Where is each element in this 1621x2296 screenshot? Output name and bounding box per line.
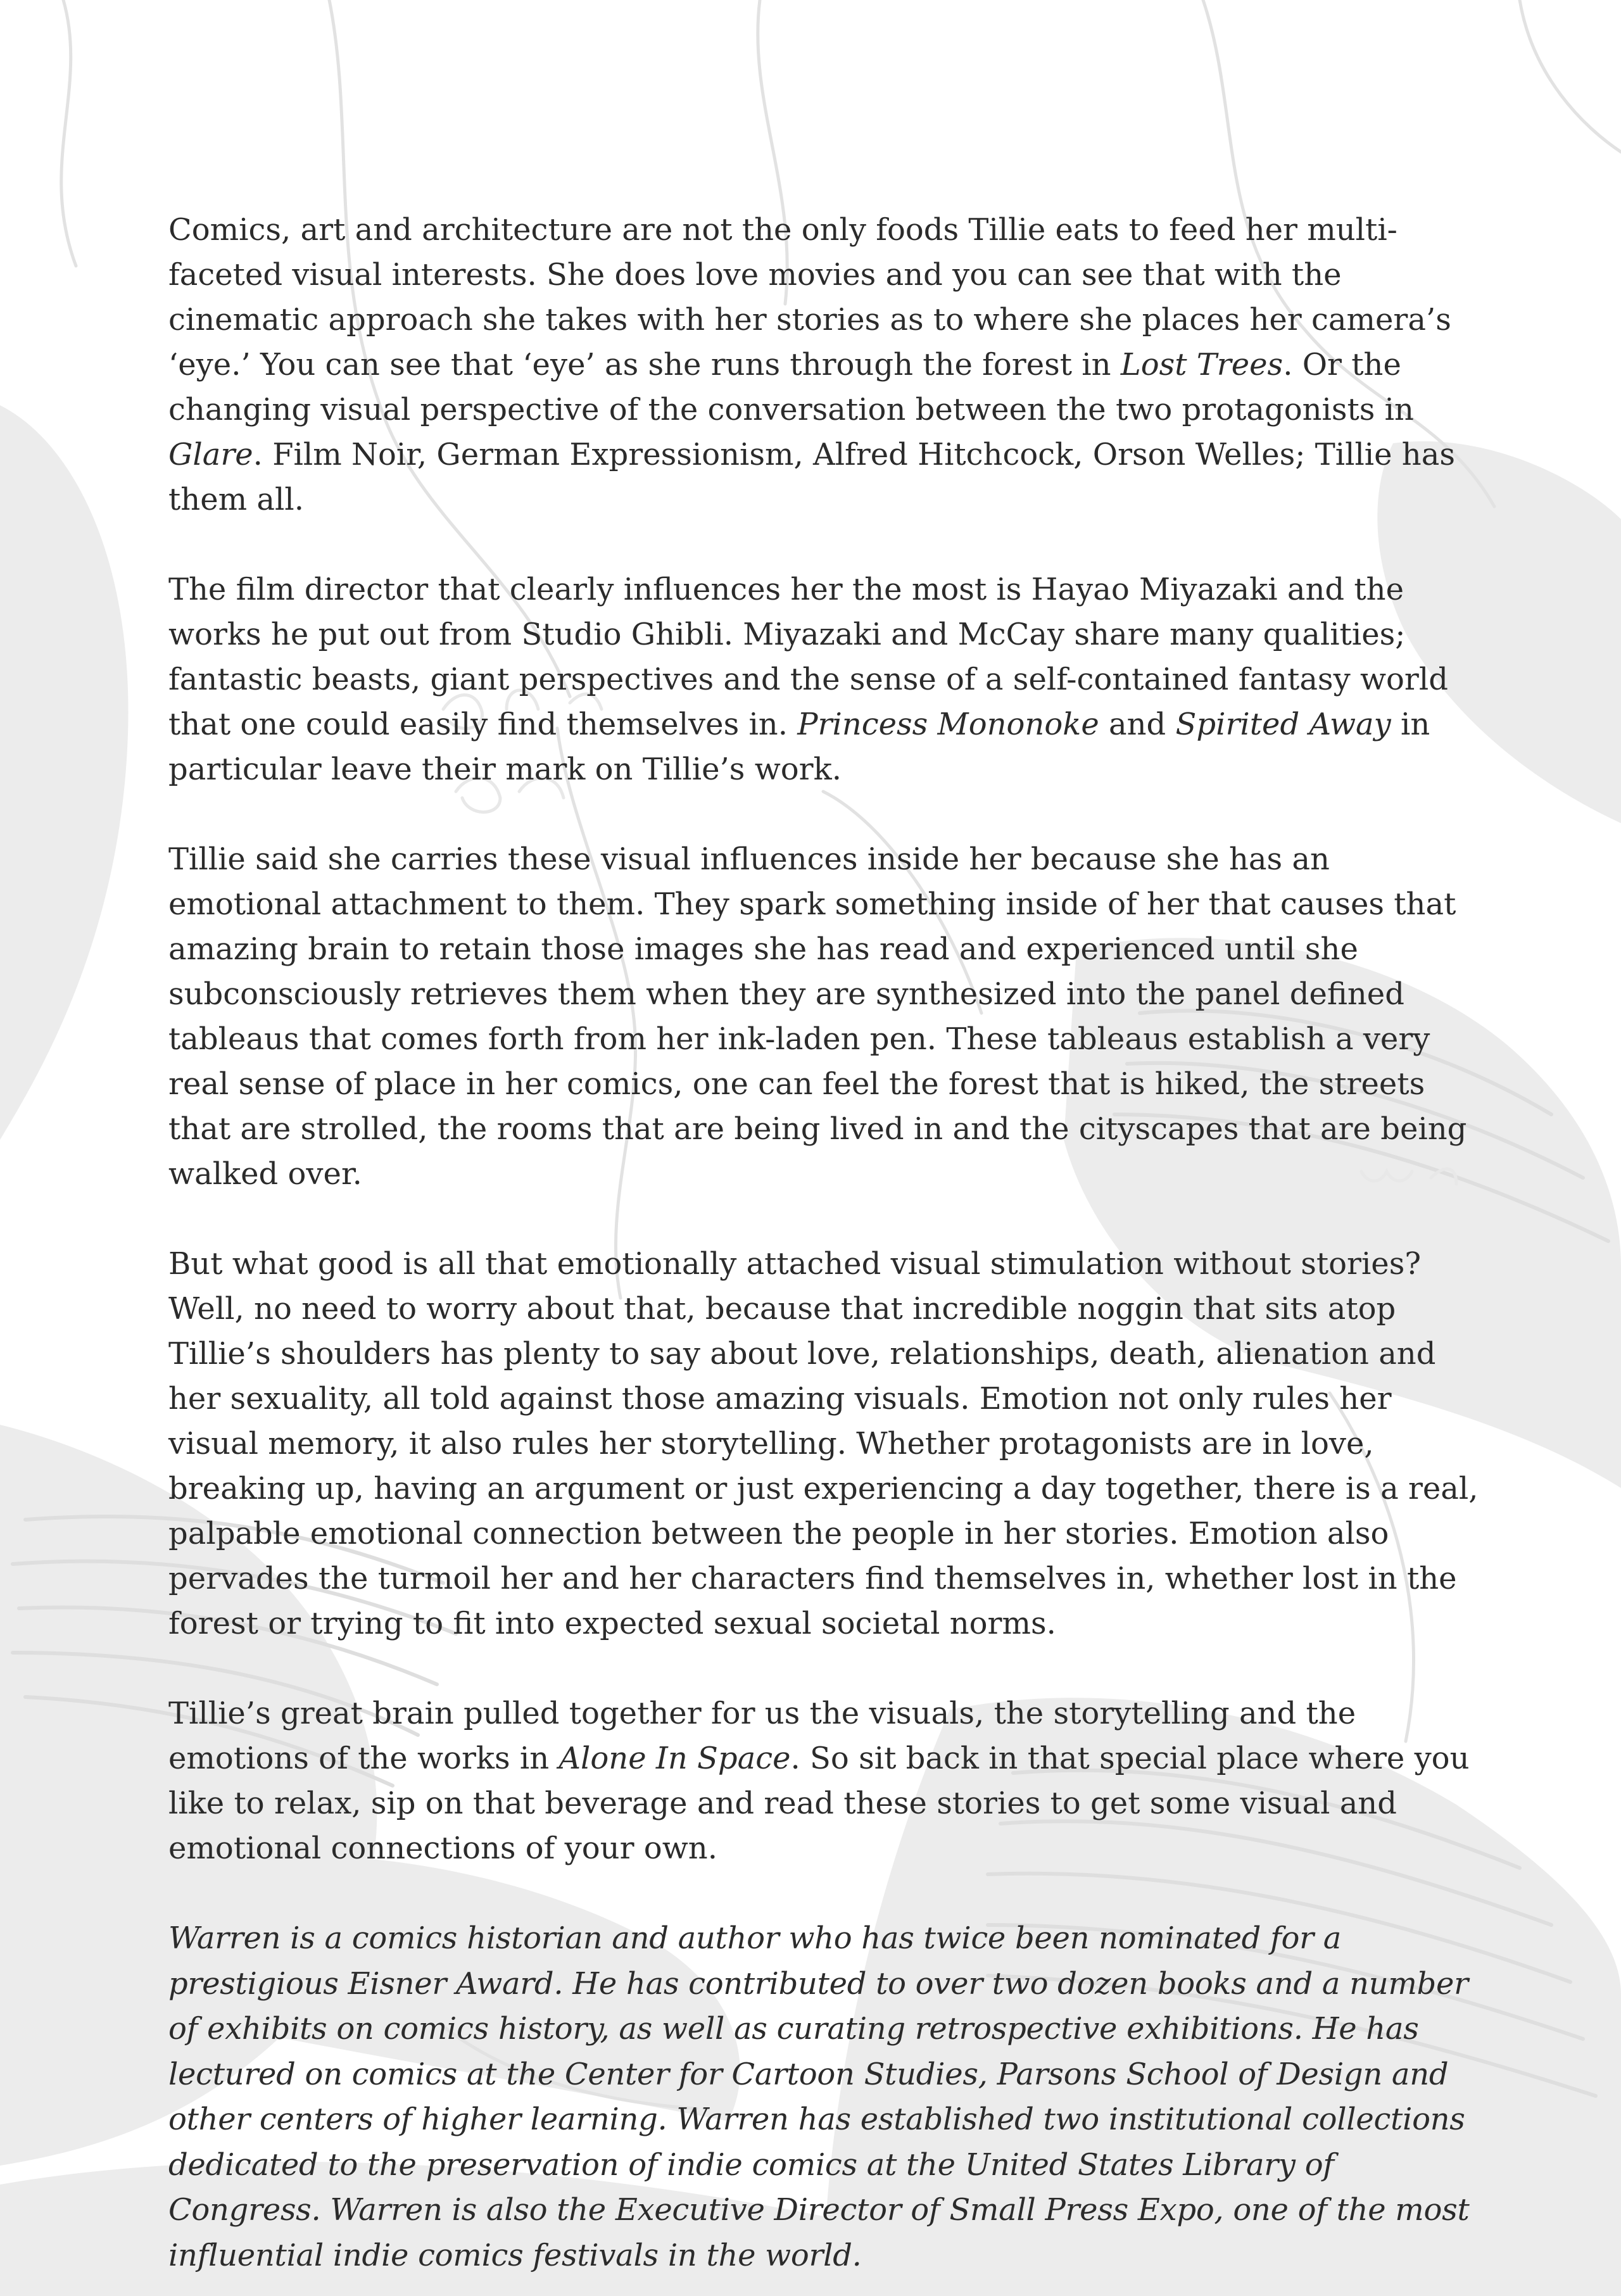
paragraph-3: Tillie said she carries these visual influences inside her because she has an emotional attachment to them. They spark something inside of her that causes that amazing brain to retain those images she has read and experienced until she subconsciously retrieves them when they are synthesized into the panel defined tableaus that comes forth from her ink-laden pen. These tableaus establish a very real sense of place in her comics, one can feel the forest that is hiked, the streets that are strolled, the rooms that are being lived in and the cityscapes that are being walked over. bbox=[168, 842, 1467, 1192]
paragraph-4: But what good is all that emotionally attached visual stimulation without stories? Well, no need to worry about that, because that incredible noggin that sits atop Tillie’s shoulders has plenty to say about love, relationships, death, alienation and her sexuality, all told against those amazing visuals. Emotion not only rules her visual memory, it also rules her storytelling. Whether protagonists are in love, breaking up, having an argument or just experiencing a day together, there is a real, palpable emotional connection between the people in her stories. Emotion also pervades the turmoil her and her characters find themselves in, whether lost in the forest or trying to fit into expected sexual societal norms. bbox=[168, 1246, 1479, 1641]
paragraph-5: Tillie’s great brain pulled together for us the visuals, the storytelling and the emotions of the works in Alone In Space. So sit back in that special place where you like to relax, sip on that beverage and read these stories to get some visual and emotional connections of your own. bbox=[168, 1696, 1470, 1866]
article-body bbox=[168, 208, 1485, 2278]
author-bio: Warren is a comics historian and author who has twice been nominated for a prestigious Eisner Award. He has contributed to over two dozen books and a number of exhibits on comics history, as well as curating retrospective exhibitions. He has lectured on comics at the Center for Cartoon Studies, Parsons School of Design and other centers of higher learning. Warren has established two institutional collections dedicated to the preservation of indie comics at the United States Library of Congress. Warren is also the Executive Director of Small Press Expo, one of the most influential indie comics festivals in the world. bbox=[168, 1921, 1470, 2273]
paragraph-2: The film director that clearly influences her the most is Hayao Miyazaki and the works he put out from Studio Ghibli. Miyazaki and McCay share many qualities; fantastic beasts, giant perspectives and the sense of a self-contained fantasy world that one could easily find themselves in. Princess Mononoke and Spirited Away in particular leave their mark on Tillie’s work. bbox=[168, 572, 1448, 787]
paragraph-1: Comics, art and architecture are not the only foods Tillie eats to feed her multi-faceted visual interests. She does love movies and you can see that with the cinematic approach she takes with her stories as to where she places her camera’s ‘eye.’ You can see that ‘eye’ as she runs through the forest in Lost Trees. Or the changing visual perspective of the conversation between the two protagonists in Glare. Film Noir, German Expressionism, Alfred Hitchcock, Orson Welles; Tillie has them all. bbox=[168, 212, 1455, 517]
